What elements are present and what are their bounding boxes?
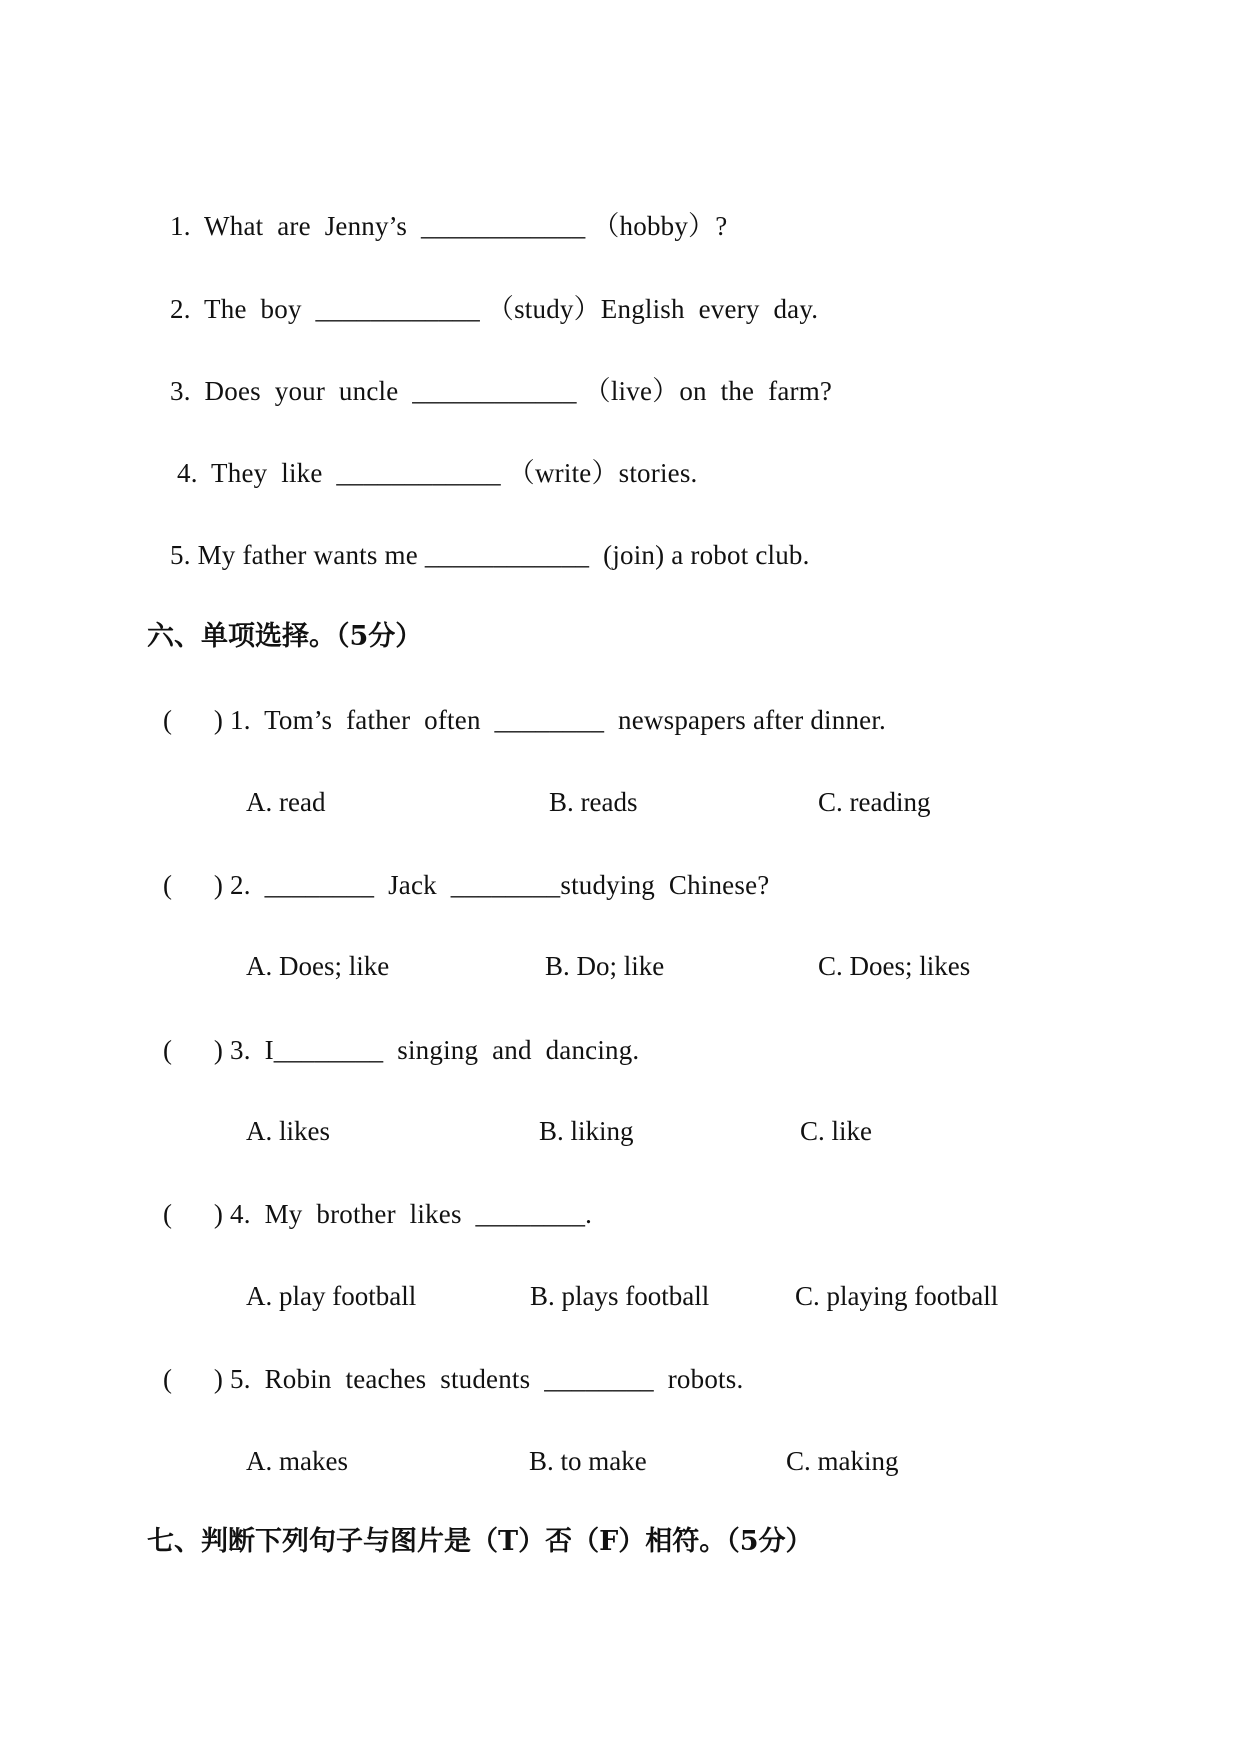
mc-question-5: ( ) 5. Robin teaches students ________ robots. [163, 1364, 744, 1394]
mc-question-4: ( ) 4. My brother likes ________. [163, 1199, 593, 1229]
section-6-heading: 六、单项选择。（5分） [147, 621, 423, 652]
mc-q5-option-c: C. making [786, 1446, 899, 1476]
mc-q1-option-b: B. reads [549, 787, 638, 817]
mc-q3-option-a: A. likes [246, 1116, 330, 1146]
section-7-heading: 七、判断下列句子与图片是（T）否（F）相符。（5分） [147, 1526, 813, 1557]
mc-q2-option-b: B. Do; like [545, 951, 665, 981]
fill-in-item-4: 4. They like ____________ （write）stories. [177, 458, 698, 488]
mc-q1-option-a: A. read [246, 787, 326, 817]
mc-question-3: ( ) 3. I________ singing and dancing. [163, 1035, 640, 1065]
mc-q3-option-b: B. liking [539, 1116, 634, 1146]
mc-q5-option-a: A. makes [246, 1446, 348, 1476]
mc-q2-option-c: C. Does; likes [818, 951, 971, 981]
mc-q4-option-c: C. playing football [795, 1281, 999, 1311]
mc-question-1: ( ) 1. Tom’s father often ________ newspapers after dinner. [163, 705, 886, 735]
mc-q5-option-b: B. to make [529, 1446, 647, 1476]
fill-in-item-3: 3. Does your uncle ____________ （live）on the farm? [170, 376, 833, 406]
fill-in-item-1: 1. What are Jenny’s ____________ （hobby）? [170, 211, 728, 241]
fill-in-item-2: 2. The boy ____________ （study）English every day. [170, 294, 819, 324]
mc-q4-option-b: B. plays football [530, 1281, 710, 1311]
mc-question-2: ( ) 2. ________ Jack ________studying Chinese? [163, 870, 770, 900]
fill-in-item-5: 5. My father wants me ____________ (join) a robot club. [170, 540, 810, 570]
mc-q3-option-c: C. like [800, 1116, 872, 1146]
mc-q1-option-c: C. reading [818, 787, 931, 817]
mc-q4-option-a: A. play football [246, 1281, 417, 1311]
mc-q2-option-a: A. Does; like [246, 951, 390, 981]
